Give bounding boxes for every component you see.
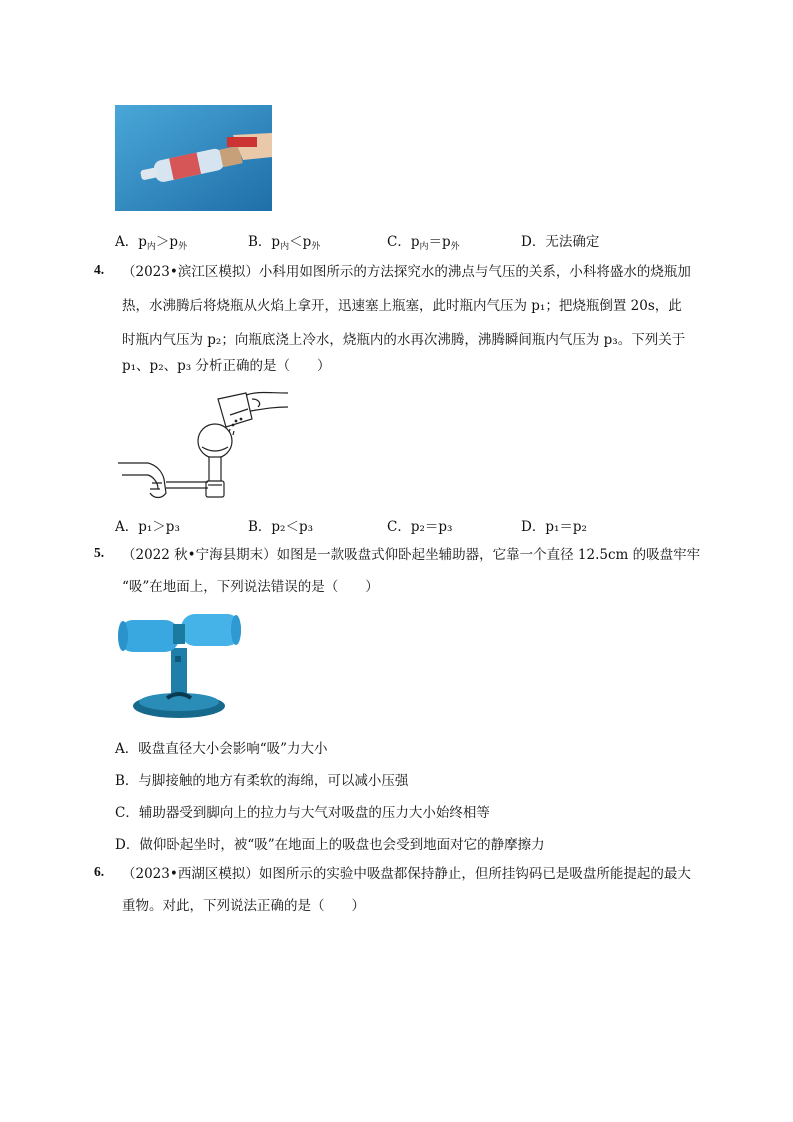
q5-number: 5. [94, 545, 105, 560]
q5-option-a[interactable]: A．吸盘直径大小会影响“吸”力大小 [115, 741, 328, 757]
q4-number: 4. [94, 262, 105, 277]
q3-option-c[interactable]: C．$p_内=p_外$ [387, 234, 460, 252]
q3-option-d[interactable]: D．无法确定 [521, 234, 600, 250]
q5-option-d[interactable]: D．做仰卧起坐时，被“吸”在地面上的吸盘也会受到地面对它的静摩擦力 [115, 837, 545, 853]
flask-figure [118, 385, 293, 505]
q4-stem-line-3: 时瓶内气压为 p₂；向瓶底浇上冷水，烧瓶内的水再次沸腾，沸腾瞬间瓶内气压为 p₃。下列关于 [122, 332, 686, 348]
q5-stem-line-2: “吸”在地面上，下列说法错误的是（ ） [122, 579, 379, 595]
q4-option-b[interactable]: B．p₂＜p₃ [248, 519, 314, 535]
bottle-photo [115, 105, 272, 211]
q4-stem-line-1: （2023•滨江区模拟）小科用如图所示的方法探究水的沸点与气压的关系，小科将盛水的烧瓶加 [122, 264, 691, 280]
q6-number: 6. [94, 864, 105, 879]
q3-option-a[interactable]: A．$p_内>p_外$ [115, 234, 188, 252]
q4-option-a[interactable]: A．p₁＞p₃ [115, 519, 180, 535]
q6-stem-line-2: 重物。对此，下列说法正确的是（ ） [122, 898, 365, 914]
q5-option-c[interactable]: C．辅助器受到脚向上的拉力与大气对吸盘的压力大小始终相等 [115, 805, 490, 821]
q4-option-d[interactable]: D．p₁＝p₂ [521, 519, 587, 535]
q4-stem-line-2: 热，水沸腾后将烧瓶从火焰上拿开，迅速塞上瓶塞，此时瓶内气压为 p₁；把烧瓶倒置 20s，此 [122, 298, 682, 314]
q3-option-b[interactable]: B．$p_内<p_外$ [248, 234, 321, 252]
q5-stem-line-1: （2022 秋•宁海县期末）如图是一款吸盘式仰卧起坐辅助器，它靠一个直径 12.5cm 的吸盘牢牢 [122, 547, 701, 563]
q4-stem-line-4: p₁、p₂、p₃ 分析正确的是（ ） [122, 358, 331, 374]
q4-option-c[interactable]: C．p₂＝p₃ [387, 519, 453, 535]
situp-assistant-photo [115, 610, 245, 722]
q6-stem-line-1: （2023•西湖区模拟）如图所示的实验中吸盘都保持静止，但所挂钩码已是吸盘所能提起的最大 [122, 866, 691, 882]
q5-option-b[interactable]: B．与脚接触的地方有柔软的海绵，可以减小压强 [115, 773, 409, 789]
